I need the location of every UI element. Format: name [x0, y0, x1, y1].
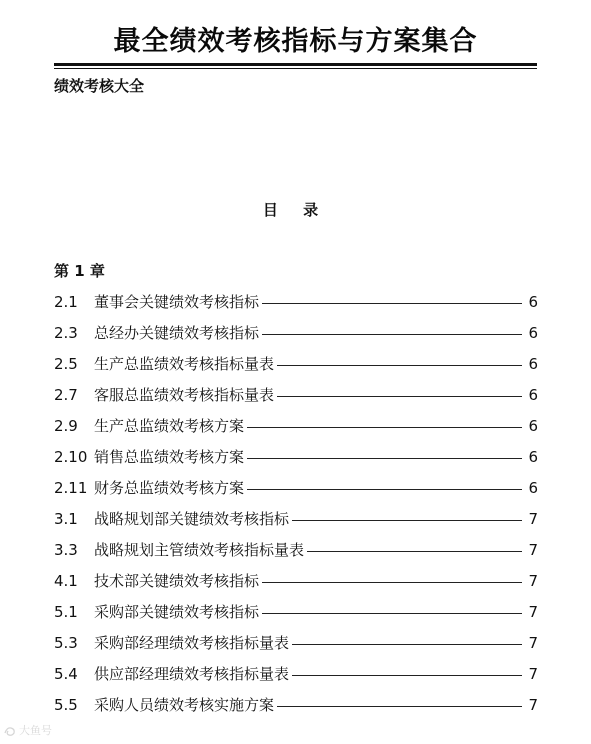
- toc-entry-page: 6: [528, 386, 538, 404]
- toc-entry[interactable]: [54, 569, 538, 600]
- toc-entry-number: 3.3: [54, 541, 78, 559]
- toc-entry-page: 7: [528, 572, 538, 590]
- toc-entry-leader: [262, 303, 522, 304]
- toc-entry[interactable]: [54, 662, 538, 693]
- watermark-logo-icon: [4, 725, 16, 737]
- toc-entry-page: 6: [528, 417, 538, 435]
- toc-entry-number: 2.9: [54, 417, 78, 435]
- toc-entry-title: 技术部关键绩效考核指标: [94, 572, 260, 590]
- header-rule-thick: [54, 63, 537, 66]
- toc-entry[interactable]: [54, 507, 538, 538]
- toc-entry-title: 生产总监绩效考核指标量表: [94, 355, 275, 373]
- toc-entry-number: 2.11: [54, 479, 88, 497]
- watermark-text: 大鱼号: [19, 724, 52, 737]
- toc-entry-number: 3.1: [54, 510, 78, 528]
- toc-entry-leader: [247, 489, 522, 490]
- toc-entry-leader: [277, 365, 522, 366]
- toc-list: [54, 290, 538, 724]
- toc-entry[interactable]: [54, 290, 538, 321]
- toc-entry-number: 4.1: [54, 572, 78, 590]
- toc-entry-title: 采购部关键绩效考核指标: [94, 603, 260, 621]
- toc-entry-leader: [292, 644, 522, 645]
- toc-entry-title: 供应部经理绩效考核指标量表: [94, 665, 290, 683]
- toc-entry-leader: [247, 458, 522, 459]
- toc-entry-title: 财务总监绩效考核方案: [94, 479, 245, 497]
- toc-entry-leader: [262, 334, 522, 335]
- toc-entry-leader: [292, 520, 522, 521]
- toc-entry-title: 战略规划主管绩效考核指标量表: [94, 541, 305, 559]
- toc-entry-page: 6: [528, 479, 538, 497]
- toc-entry-title: 采购人员绩效考核实施方案: [94, 696, 275, 714]
- toc-entry[interactable]: [54, 600, 538, 631]
- toc-entry-number: 2.7: [54, 386, 78, 404]
- toc-entry-title: 董事会关键绩效考核指标: [94, 293, 260, 311]
- toc-heading: 目 录: [262, 201, 329, 219]
- toc-entry-page: 6: [528, 355, 538, 373]
- toc-entry[interactable]: [54, 321, 538, 352]
- document-title: 最全绩效考核指标与方案集合: [113, 26, 478, 57]
- toc-entry-leader: [262, 613, 522, 614]
- toc-entry-number: 5.3: [54, 634, 78, 652]
- toc-entry-title: 生产总监绩效考核方案: [94, 417, 245, 435]
- toc-entry-page: 6: [528, 324, 538, 342]
- toc-entry-page: 7: [528, 603, 538, 621]
- toc-entry-page: 7: [528, 696, 538, 714]
- toc-entry-leader: [307, 551, 522, 552]
- toc-entry-leader: [277, 706, 522, 707]
- toc-entry-number: 2.5: [54, 355, 78, 373]
- chapter-heading: 第 1 章: [54, 262, 105, 280]
- toc-entry-title: 销售总监绩效考核方案: [94, 448, 245, 466]
- toc-entry-page: 7: [528, 634, 538, 652]
- toc-entry-leader: [247, 427, 522, 428]
- toc-entry-leader: [262, 582, 522, 583]
- toc-entry-title: 总经办关键绩效考核指标: [94, 324, 260, 342]
- toc-entry-number: 2.3: [54, 324, 78, 342]
- toc-entry-title: 客服总监绩效考核指标量表: [94, 386, 275, 404]
- toc-entry-title: 采购部经理绩效考核指标量表: [94, 634, 290, 652]
- toc-entry[interactable]: [54, 383, 538, 414]
- toc-entry-title: 战略规划部关键绩效考核指标: [94, 510, 290, 528]
- toc-entry[interactable]: [54, 693, 538, 724]
- toc-entry-page: 7: [528, 541, 538, 559]
- toc-entry-number: 5.1: [54, 603, 78, 621]
- toc-entry-leader: [277, 396, 522, 397]
- toc-entry-page: 7: [528, 665, 538, 683]
- header-rule-thin: [54, 68, 537, 69]
- toc-entry-number: 5.5: [54, 696, 78, 714]
- header-subtitle: 绩效考核大全: [54, 77, 145, 95]
- toc-entry-number: 5.4: [54, 665, 78, 683]
- toc-entry[interactable]: [54, 445, 538, 476]
- toc-entry-number: 2.1: [54, 293, 78, 311]
- toc-entry-page: 6: [528, 448, 538, 466]
- toc-entry-leader: [292, 675, 522, 676]
- toc-entry[interactable]: [54, 414, 538, 445]
- toc-entry-number: 2.10: [54, 448, 88, 466]
- toc-entry[interactable]: [54, 476, 538, 507]
- toc-entry[interactable]: [54, 538, 538, 569]
- toc-entry-page: 6: [528, 293, 538, 311]
- toc-entry-page: 7: [528, 510, 538, 528]
- watermark: [4, 724, 52, 738]
- toc-entry[interactable]: [54, 631, 538, 662]
- toc-entry[interactable]: [54, 352, 538, 383]
